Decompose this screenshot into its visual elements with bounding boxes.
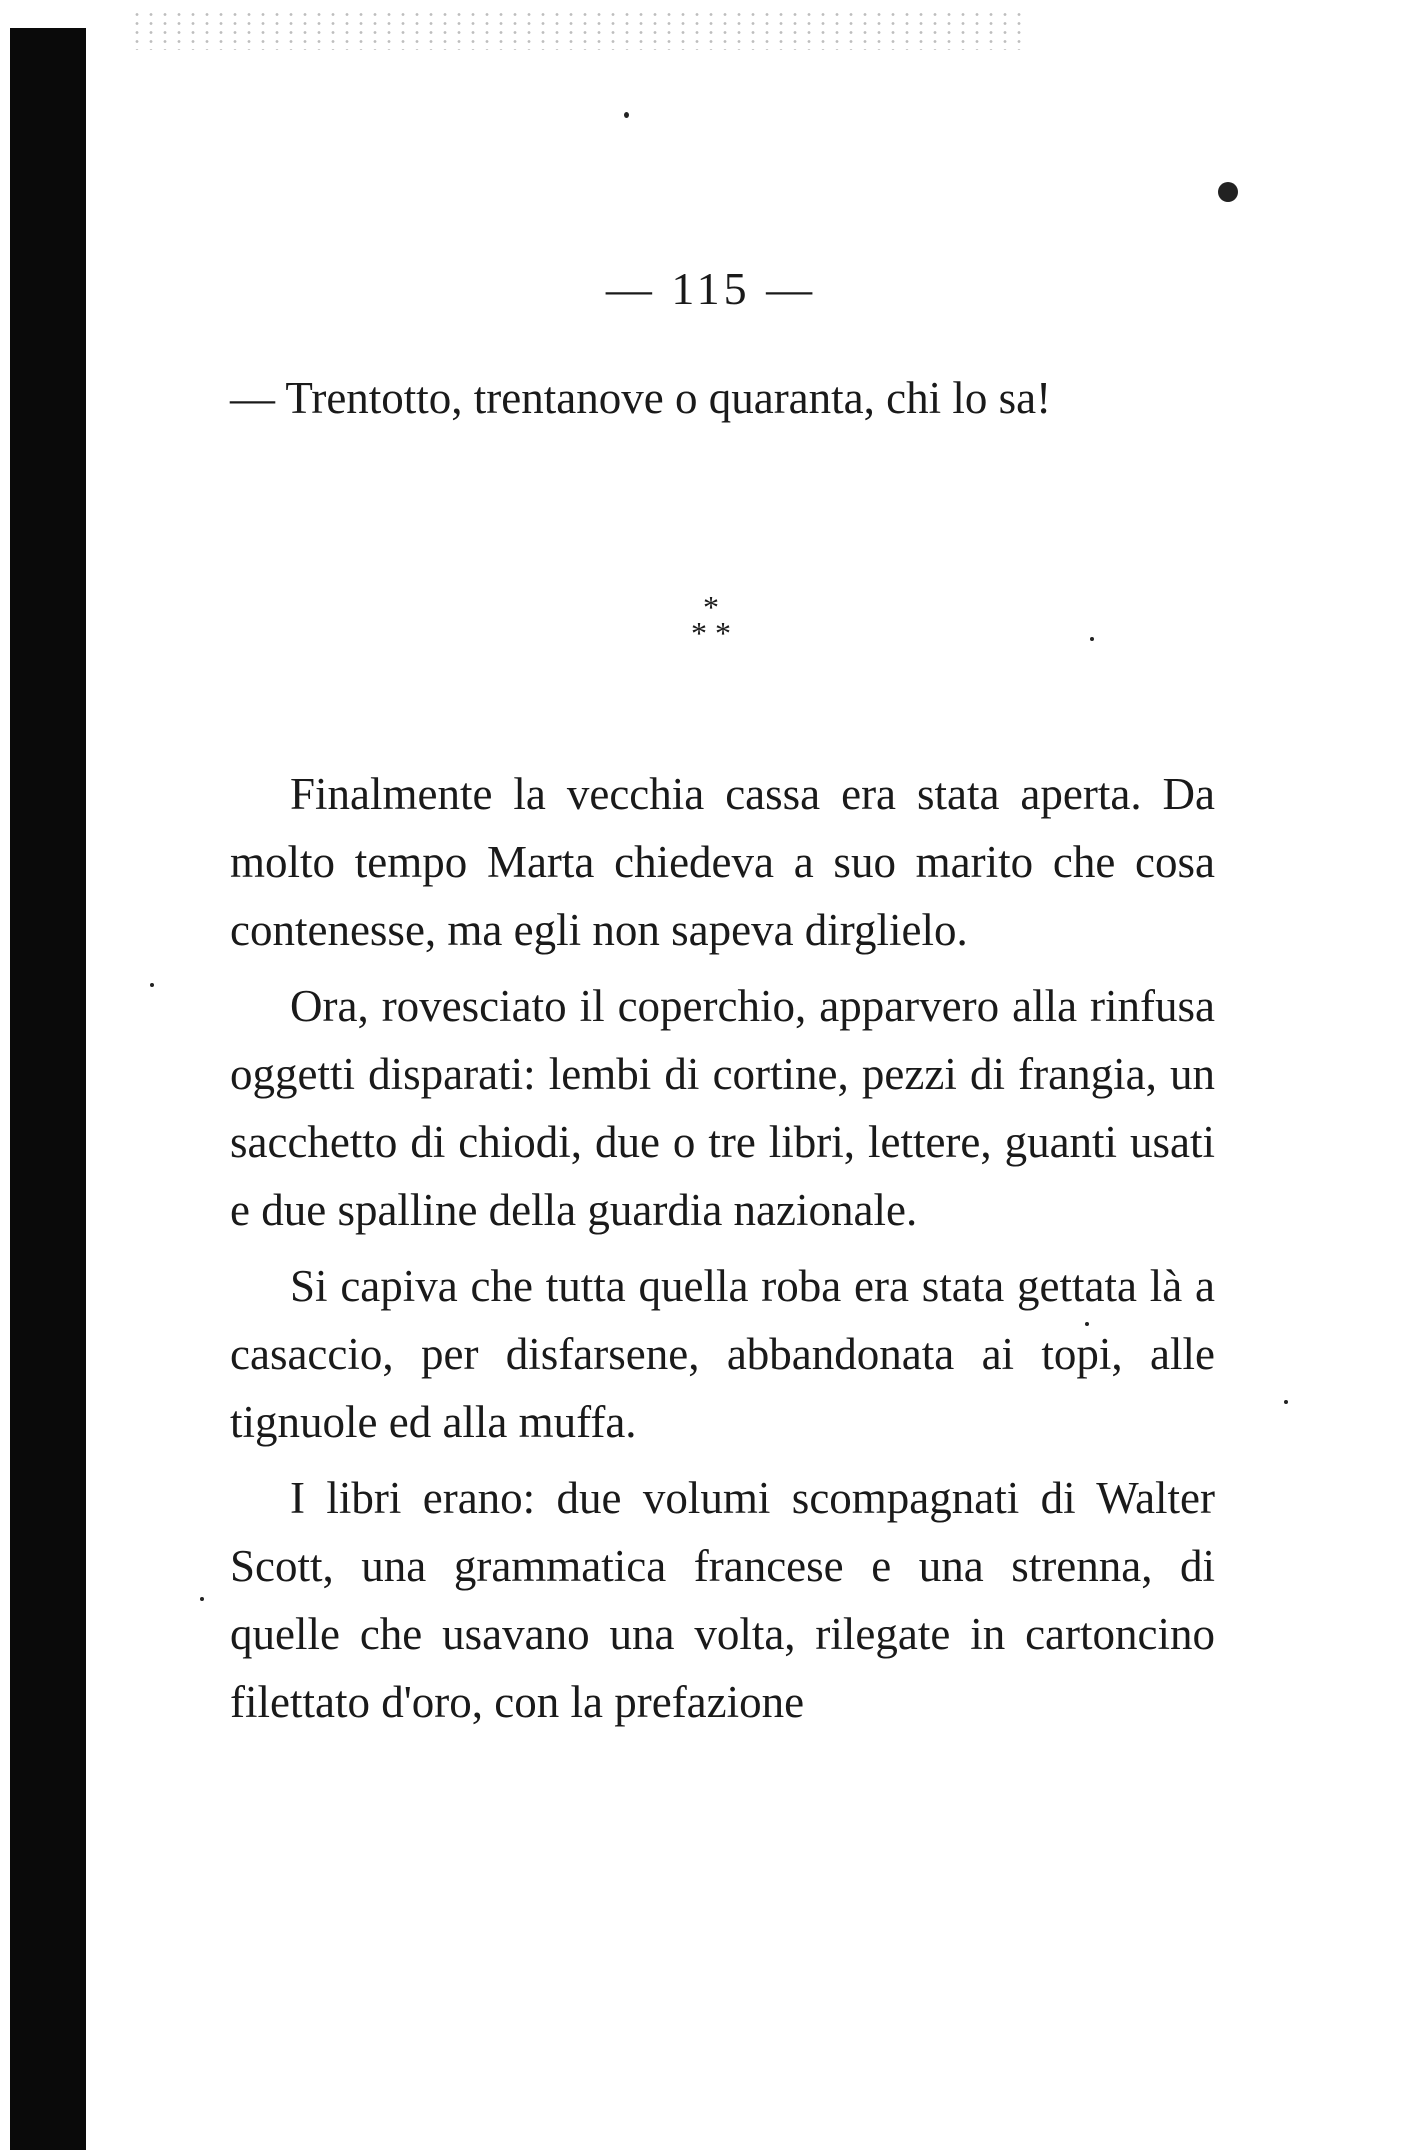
ink-speck bbox=[150, 983, 154, 987]
paragraph: Finalmente la vecchia cassa era stata aperta. Da molto tempo Marta chiedeva a suo marito che cosa contenesse, ma egli non sapeva dirglielo. bbox=[230, 769, 1215, 955]
dialogue-line: — Trentotto, trentanove o quaranta, chi lo sa! bbox=[230, 373, 1052, 423]
asterism-top: * bbox=[703, 589, 719, 625]
scan-noise bbox=[130, 10, 1030, 50]
section-break-asterism bbox=[0, 589, 1422, 651]
ink-speck bbox=[200, 1597, 204, 1601]
asterism-bottom: * * bbox=[691, 615, 731, 651]
ink-speck bbox=[1284, 1400, 1288, 1404]
body-text bbox=[230, 760, 1215, 1736]
opening-dialogue bbox=[230, 364, 1215, 432]
page-number: — 115 — bbox=[605, 263, 817, 314]
paragraph: I libri erano: due volumi scompagnati di Walter Scott, una grammatica francese e una strenna, di quelle che usavano una volta, rilegate in cartoncino filettato d'oro, con la prefazione bbox=[230, 1473, 1215, 1727]
ink-speck bbox=[624, 112, 629, 118]
paragraph: Ora, rovesciato il coperchio, apparvero alla rinfusa oggetti disparati: lembi di cortine, pezzi di frangia, un sacchetto di chiodi, due o tre libri, lettere, guanti usati e due spalline della guardia nazionale. bbox=[230, 981, 1215, 1235]
ink-spot bbox=[1218, 182, 1238, 202]
paragraph: Si capiva che tutta quella roba era stata gettata là a casaccio, per disfarsene, abbandonata ai topi, alle tignuole ed alla muffa. bbox=[230, 1261, 1215, 1447]
book-spine-shadow bbox=[10, 28, 86, 2150]
